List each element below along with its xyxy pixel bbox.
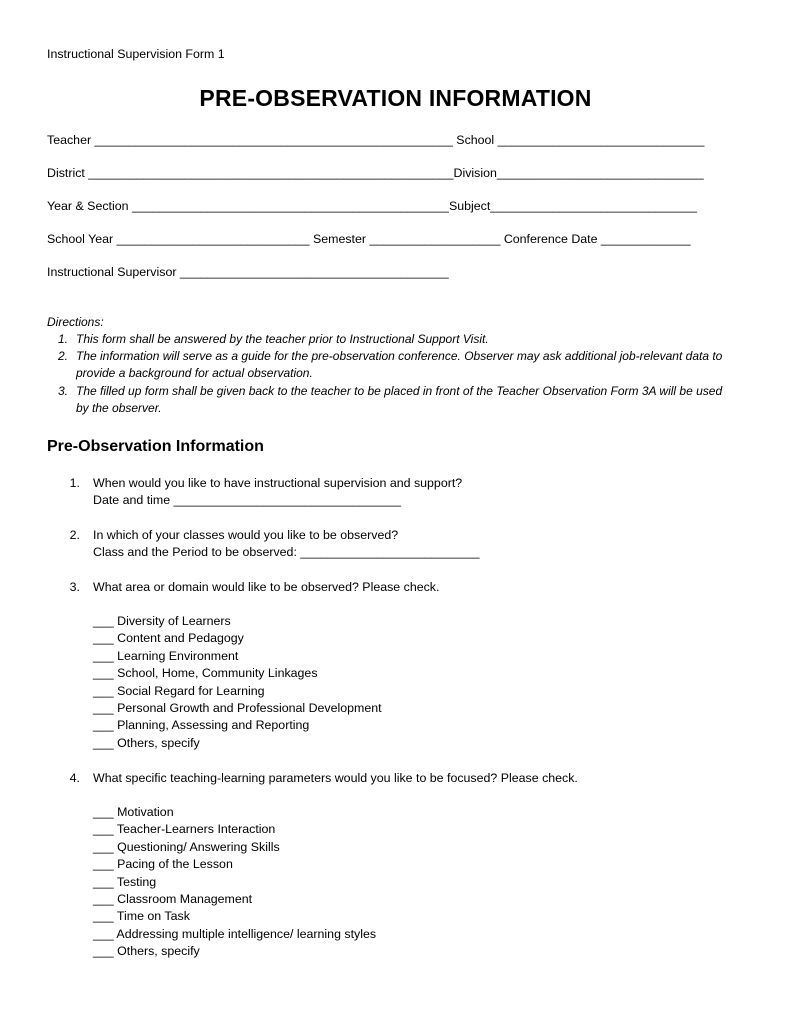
directions-heading: Directions: [47, 315, 104, 329]
checkbox-option[interactable]: ___ Social Regard for Learning [93, 683, 265, 698]
checkbox-option[interactable]: ___ School, Home, Community Linkages [93, 666, 318, 681]
checkbox-option[interactable]: ___ Addressing multiple intelligence/ learning styles [93, 926, 377, 941]
direction-number: 2. [57, 349, 68, 363]
direction-number: 3. [57, 384, 68, 398]
checkbox-option[interactable]: ___ Classroom Management [93, 892, 253, 906]
school-year-semester-conference-field[interactable]: School Year ____________________________ Semester ___________________ Conference Date _____________ [47, 232, 691, 246]
checkbox-option[interactable]: ___ Content and Pedagogy [93, 631, 244, 646]
date-time-field[interactable]: Date and time _________________________________ [93, 493, 401, 507]
direction-text: This form shall be answered by the teacher prior to Instructional Support Visit. [76, 332, 489, 346]
teacher-school-field[interactable]: Teacher ____________________________________________________ School ______________________________ [47, 133, 705, 147]
form-label: Instructional Supervision Form 1 [47, 47, 225, 61]
checkbox-option[interactable]: ___ Questioning/ Answering Skills [93, 839, 280, 854]
class-period-field[interactable]: Class and the Period to be observed: __________________________ [93, 545, 480, 559]
question-text: When would you like to have instructional supervision and support? [93, 476, 463, 490]
question-text: In which of your classes would you like to be observed? [93, 528, 399, 542]
direction-text: The filled up form shall be given back to the teacher to be placed in front of the Teacher Observation Form 3A will be used by the observer. [76, 384, 723, 416]
direction-number: 1. [57, 332, 68, 346]
question-text: What specific teaching-learning parameters would you like to be focused? Please check. [93, 771, 578, 785]
section-title: Pre-Observation Information [47, 438, 264, 455]
checkbox-option[interactable]: ___ Planning, Assessing and Reporting [93, 718, 310, 733]
direction-text: The information will serve as a guide for the pre-observation conference. Observer may ask additional job-relevant data to provide a background for actual observation. [76, 349, 723, 381]
checkbox-option[interactable]: ___ Time on Task [93, 909, 190, 924]
checkbox-option[interactable]: ___ Testing [93, 874, 157, 889]
checkbox-option[interactable]: ___ Learning Environment [93, 648, 239, 663]
checkbox-option[interactable]: ___ Others, specify [93, 944, 200, 959]
checkbox-option[interactable]: ___ Motivation [93, 805, 174, 819]
checkbox-option[interactable]: ___ Pacing of the Lesson [93, 857, 233, 872]
district-division-field[interactable]: District _____________________________________________________Division______________________________ [47, 166, 704, 180]
year-section-subject-field[interactable]: Year & Section ______________________________________________Subject______________________________ [47, 199, 698, 213]
checkbox-option[interactable]: ___ Personal Growth and Professional Development [93, 701, 382, 715]
instructional-supervisor-field[interactable]: Instructional Supervisor _______________________________________ [47, 265, 449, 279]
checkbox-option[interactable]: ___ Others, specify [93, 735, 200, 750]
question-text: What area or domain would like to be observed? Please check. [93, 580, 440, 594]
checkbox-option[interactable]: ___ Diversity of Learners [93, 614, 231, 628]
page-title: PRE-OBSERVATION INFORMATION [199, 85, 592, 111]
checkbox-option[interactable]: ___ Teacher-Learners Interaction [93, 822, 276, 837]
